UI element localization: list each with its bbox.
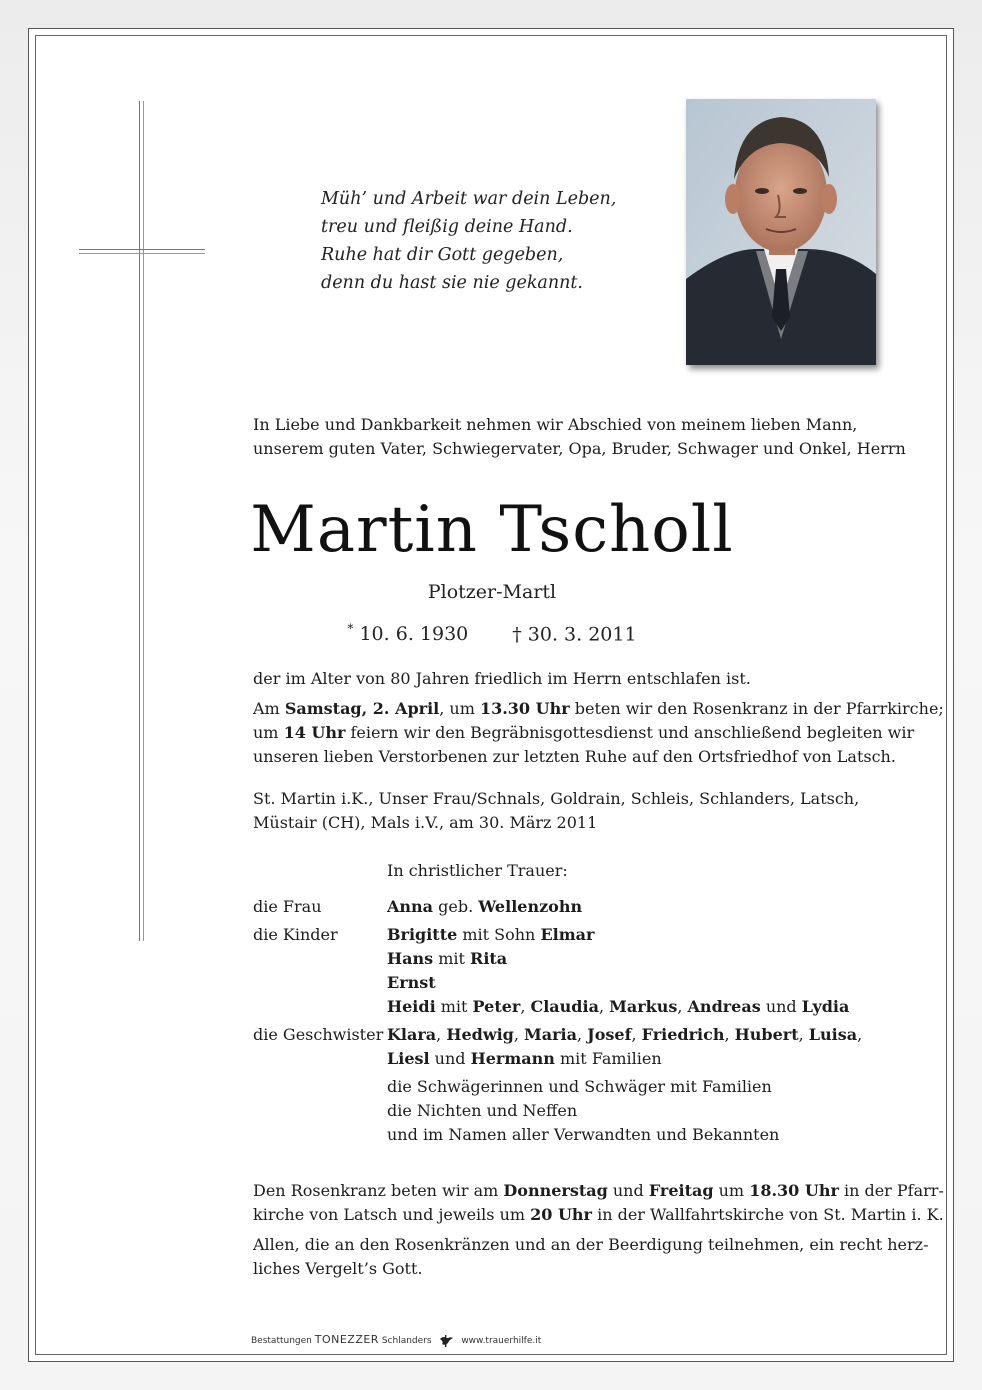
funeral-home-brand: TONEZZER	[314, 1333, 379, 1346]
mourner-row-relatives	[253, 1075, 913, 1147]
closing-line: kirche von Latsch und jeweils um 20 Uhr in der Wallfahrtskirche von St. Martin i. K.	[253, 1205, 944, 1224]
age-line: der im Alter von 80 Jahren friedlich im Herrn entschlafen ist.	[253, 669, 751, 688]
relation-label: die Kinder	[253, 925, 338, 944]
poem-line: Ruhe hat dir Gott gegeben,	[321, 245, 564, 265]
cross-horizontal-line	[79, 249, 205, 250]
thanks-line: liches Vergelt’s Gott.	[253, 1259, 423, 1278]
dove-cross-icon	[434, 1336, 458, 1346]
birth-symbol: *	[347, 622, 354, 636]
portrait-photo	[686, 99, 876, 365]
birth-date-group	[347, 623, 468, 645]
death-date-group	[512, 623, 636, 645]
mourner-row-wife: die Frau Anna geb. Wellenzohn	[253, 895, 913, 919]
portrait-image	[686, 99, 876, 365]
intro-line: In Liebe und Dankbarkeit nehmen wir Abschied von meinem lieben Mann,	[253, 415, 858, 434]
poem	[321, 185, 616, 297]
cross-horizontal-line-2	[79, 253, 205, 254]
rosary-time: 13.30 Uhr	[479, 699, 570, 718]
poem-line: denn du hast sie nie gekannt.	[321, 273, 583, 293]
places-date	[253, 787, 913, 835]
life-dates	[29, 622, 955, 645]
funeral-home-footer: Bestattungen TONEZZER Schlanders www.trauerhilfe.it	[251, 1333, 542, 1346]
relation-label: die Frau	[253, 897, 322, 916]
death-symbol: †	[512, 623, 522, 646]
relation-label: die Geschwister	[253, 1025, 384, 1044]
thanks-line: Allen, die an den Rosenkränzen und an der Beerdigung teilnehmen, ein recht herz-	[253, 1235, 929, 1254]
intro-line: unserem guten Vater, Schwiegervater, Opa, Bruder, Schwager und Onkel, Herrn	[253, 439, 906, 458]
relatives-line: und im Namen aller Verwandten und Bekannten	[387, 1125, 780, 1144]
relatives-line: die Nichten und Neffen	[387, 1101, 578, 1120]
service-info	[253, 667, 944, 769]
intro-text	[253, 413, 906, 461]
burial-line: unseren lieben Verstorbenen zur letzten Ruhe auf den Ortsfriedhof von Latsch.	[253, 747, 896, 766]
poem-line: treu und fleißig deine Hand.	[321, 217, 573, 237]
places-line: Müstair (CH), Mals i.V., am 30. März 2011	[253, 813, 598, 832]
places-line: St. Martin i.K., Unser Frau/Schnals, Goldrain, Schleis, Schlanders, Latsch,	[253, 789, 860, 808]
poem-line: Müh’ und Arbeit war dein Leben,	[321, 189, 617, 209]
obituary-card	[28, 28, 954, 1362]
mourner-row-siblings: die Geschwister Klara, Hedwig, Maria, Josef, Friedrich, Hubert, Luisa, Liesl und Hermann mit Familien	[253, 1025, 863, 1068]
death-date: 30. 3. 2011	[527, 623, 637, 646]
birth-date: 10. 6. 1930	[359, 623, 469, 646]
deceased-name: Martin Tscholl	[250, 493, 734, 567]
nickname: Plotzer-Martl	[427, 581, 557, 603]
funeral-time: 14 Uhr	[283, 723, 346, 742]
website-link[interactable]: www.trauerhilfe.it	[461, 1336, 542, 1346]
relatives-line: die Schwägerinnen und Schwäger mit Familien	[387, 1077, 772, 1096]
closing-line: Den Rosenkranz beten wir am Donnerstag und Freitag um 18.30 Uhr in der Pfarr-	[253, 1181, 944, 1200]
rosary-line: Am Samstag, 2. April, um 13.30 Uhr beten wir den Rosenkranz in der Pfarrkirche;	[253, 699, 944, 718]
mourning-heading: In christlicher Trauer:	[387, 861, 568, 880]
closing-text	[253, 1179, 944, 1281]
funeral-line: um 14 Uhr feiern wir den Begräbnisgottesdienst und anschließend begleiten wir	[253, 723, 915, 742]
rosary-date: Samstag, 2. April	[284, 699, 440, 718]
mourners-list	[253, 895, 913, 1147]
mourner-row-children: die Kinder Brigitte mit Sohn Elmar Hans mit Rita Ernst Heidi mit Peter, Claudia, Markus, Andreas und Lydia	[253, 925, 850, 1016]
